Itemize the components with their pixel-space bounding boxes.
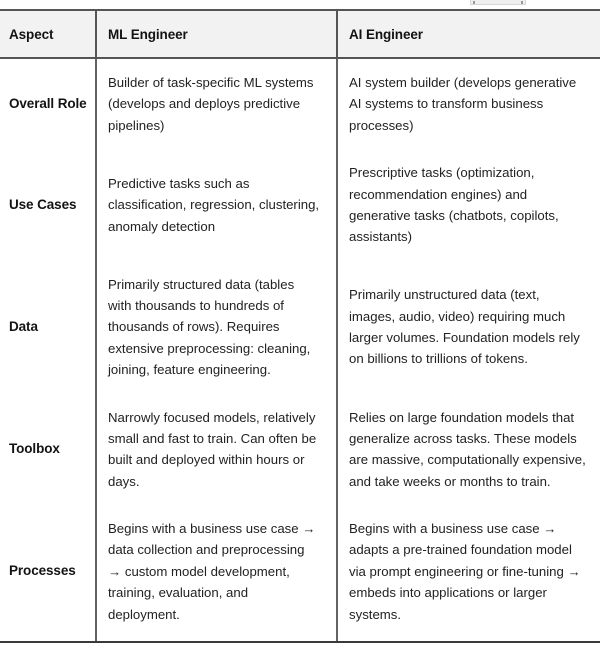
fragment-nub-left — [473, 1, 475, 4]
cell-ai-data: Primarily unstructured data (text, images, audio, video) requiring much larger volumes. Foundation models rely on billions to trillions of tokens. — [337, 261, 600, 394]
cell-ml-use-cases: Predictive tasks such as classification, regression, clustering, anomaly detection — [96, 149, 337, 261]
row-label-use-cases: Use Cases — [9, 196, 77, 212]
column-header-aspect: Aspect — [0, 10, 96, 58]
table-header-row — [0, 10, 600, 58]
clipped-toolbar-fragment — [470, 0, 526, 5]
cell-ml-data: Primarily structured data (tables with thousands to hundreds of thousands of rows). Requires extensive preprocessing: cleaning, joining, feature engineering. — [96, 261, 337, 394]
cell-ai-toolbox: Relies on large foundation models that generalize across tasks. These models are massive, computationally expensive, and take weeks or months to train. — [337, 394, 600, 506]
cell-ml-overall-role: Builder of task-specific ML systems (develops and deploys predictive pipelines) — [96, 58, 337, 149]
row-label-processes: Processes — [9, 563, 76, 579]
table-row — [0, 505, 600, 641]
row-label-overall-role: Overall Role — [9, 95, 87, 111]
ml-vs-ai-engineer-comparison-table — [0, 9, 600, 641]
table-row — [0, 261, 600, 394]
cell-ml-toolbox: Narrowly focused models, relatively small and fast to train. Can often be built and deployed within hours or days. — [96, 394, 337, 506]
cell-ai-processes: Begins with a business use case → adapts a pre-trained foundation model via prompt engineering or fine-tuning → embeds into applications or larger systems. — [337, 505, 600, 641]
cell-ai-use-cases: Prescriptive tasks (optimization, recommendation engines) and generative tasks (chatbots, copilots, assistants) — [337, 149, 600, 261]
row-label-data: Data — [9, 318, 38, 334]
table-row — [0, 58, 600, 149]
comparison-table-container — [0, 9, 600, 641]
table-row — [0, 149, 600, 261]
column-header-ml-engineer: ML Engineer — [96, 10, 337, 58]
fragment-nub-right — [521, 1, 523, 4]
table-body — [0, 58, 600, 641]
table-row — [0, 394, 600, 506]
cell-ai-overall-role: AI system builder (develops generative AI systems to transform business processes) — [337, 58, 600, 149]
table-header — [0, 10, 600, 58]
row-label-toolbox: Toolbox — [9, 441, 60, 457]
table-bottom-border — [0, 641, 600, 643]
cell-ml-processes: Begins with a business use case → data collection and preprocessing → custom model development, training, evaluation, and deployment. — [96, 505, 337, 641]
column-header-ai-engineer: AI Engineer — [337, 10, 600, 58]
